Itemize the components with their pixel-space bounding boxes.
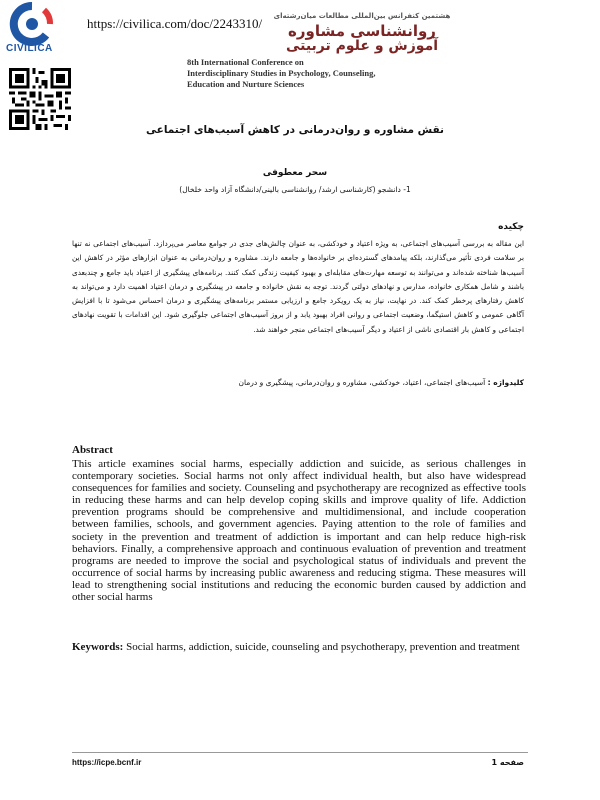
author-name-fa: سحر معطوفی	[262, 168, 328, 178]
keywords-label-fa: کلیدواژه :	[487, 378, 524, 387]
civilica-logo-label: CIVILICA	[6, 43, 53, 54]
author-affiliation-fa: 1- دانشجو (کارشناسی ارشد/ روانشناسی بالینی/دانشگاه آزاد واحد خلخال)	[179, 185, 411, 194]
keywords-fa	[72, 378, 524, 387]
conference-title-en	[187, 57, 447, 90]
conference-title-en-line: 8th International Conference on	[187, 57, 304, 67]
keywords-label-en: Keywords:	[72, 641, 124, 653]
conference-subtitle-fa: هشتمین کنفرانس بین‌المللی مطالعات میان‌رشته‌ای	[273, 12, 451, 20]
keywords-en	[72, 641, 526, 654]
abstract-heading-en: Abstract	[72, 444, 113, 456]
page-number: صفحه 1	[491, 758, 524, 767]
abstract-body-fa: این مقاله به بررسی آسیب‌های اجتماعی، به ویژه اعتیاد و خودکشی، به عنوان چالش‌های جدی در جوامع معاصر می‌پردازد. آسیب‌های اجتماعی نه تنها بر سلامت فردی تأثیر می‌گذارند، بلکه پیامدهای گسترده‌ای بر خانواده‌ها و جامعه دارند. مشاوره و روان‌درمانی به عنوان ابزارهای مؤثر در کاهش این آسیب‌ها شناخته شده‌اند و می‌توانند به توسعه مهارت‌های مقابله‌ای و بهبود کیفیت زندگی کمک کنند. برنامه‌های پیشگیری از اعتیاد باید جامع و چندبعدی باشند و شامل همکاری خانواده، مدارس و نهادهای دولتی گردند. توجه به نقش خانواده و جامعه در پیشگیری و درمان اعتیاد اهمیت دارد و می‌تواند به کاهش رفتارهای پرخطر کمک کند. در نهایت، نیاز به یک رویکرد جامع و ارزیابی مستمر برنامه‌های پیشگیری و درمان احساس می‌شود تا با افزایش آگاهی عمومی و کاهش استیگما، وضعیت اجتماعی و روانی افراد بهبود یابد و از بروز آسیب‌های اجتماعی جلوگیری شود. این اقدامات با تقویت نهادهای اجتماعی و کاهش بار اقتصادی ناشی از اعتیاد و دیگر آسیب‌های اجتماعی منجر خواهند شد.	[72, 239, 524, 334]
paper-title-fa: نقش مشاوره و روان‌درمانی در کاهش آسیب‌های اجتماعی	[146, 124, 444, 136]
abstract-body-en: This article examines social harms, especially addiction and suicide, as serious challenges in contemporary societies. Social harms not only affect individual health, but also have widespread consequences for families and society. Counseling and psychotherapy are recognized as effective tools in reducing these harms and can help develop coping skills and improve quality of life. Addiction prevention programs should be comprehensive and multidimensional, and include cooperation between families, schools, and government agencies. Paying attention to the role of families and society in the prevention and treatment of addiction is important and can help reduce high-risk behaviors. Finally, a comprehensive approach and continuous evaluation of prevention and treatment programs are needed to improve the social and psychological status of individuals and prevent the occurrence of social harms by increasing public awareness and reducing stigma. These measures will lead to strengthening social institutions and reducing the economic burden caused by addiction and other social harms	[72, 458, 526, 604]
civilica-logo-icon	[2, 2, 62, 46]
conference-title-en-line: Interdisciplinary Studies in Psychology, Counseling,	[187, 68, 376, 78]
conference-title-en-line: Education and Nurture Sciences	[187, 79, 305, 89]
footer-divider	[72, 752, 528, 753]
abstract-heading-fa: چکیده	[498, 222, 524, 232]
conference-title-fa-line1: روانشناسی مشاوره	[288, 22, 436, 40]
footer-url[interactable]: https://icpe.bcnf.ir	[72, 758, 142, 767]
qr-code-icon	[9, 68, 71, 130]
keywords-text-fa: آسیب‌های اجتماعی، اعتیاد، خودکشی، مشاوره و روان‌درمانی، پیشگیری و درمان	[238, 378, 488, 387]
conference-title-fa-line2: آموزش و علوم تربیتی	[285, 38, 439, 54]
document-url[interactable]: https://civilica.com/doc/2243310/	[87, 16, 263, 31]
keywords-text-en: Social harms, addiction, suicide, counseling and psychotherapy, prevention and treatment	[123, 641, 520, 653]
